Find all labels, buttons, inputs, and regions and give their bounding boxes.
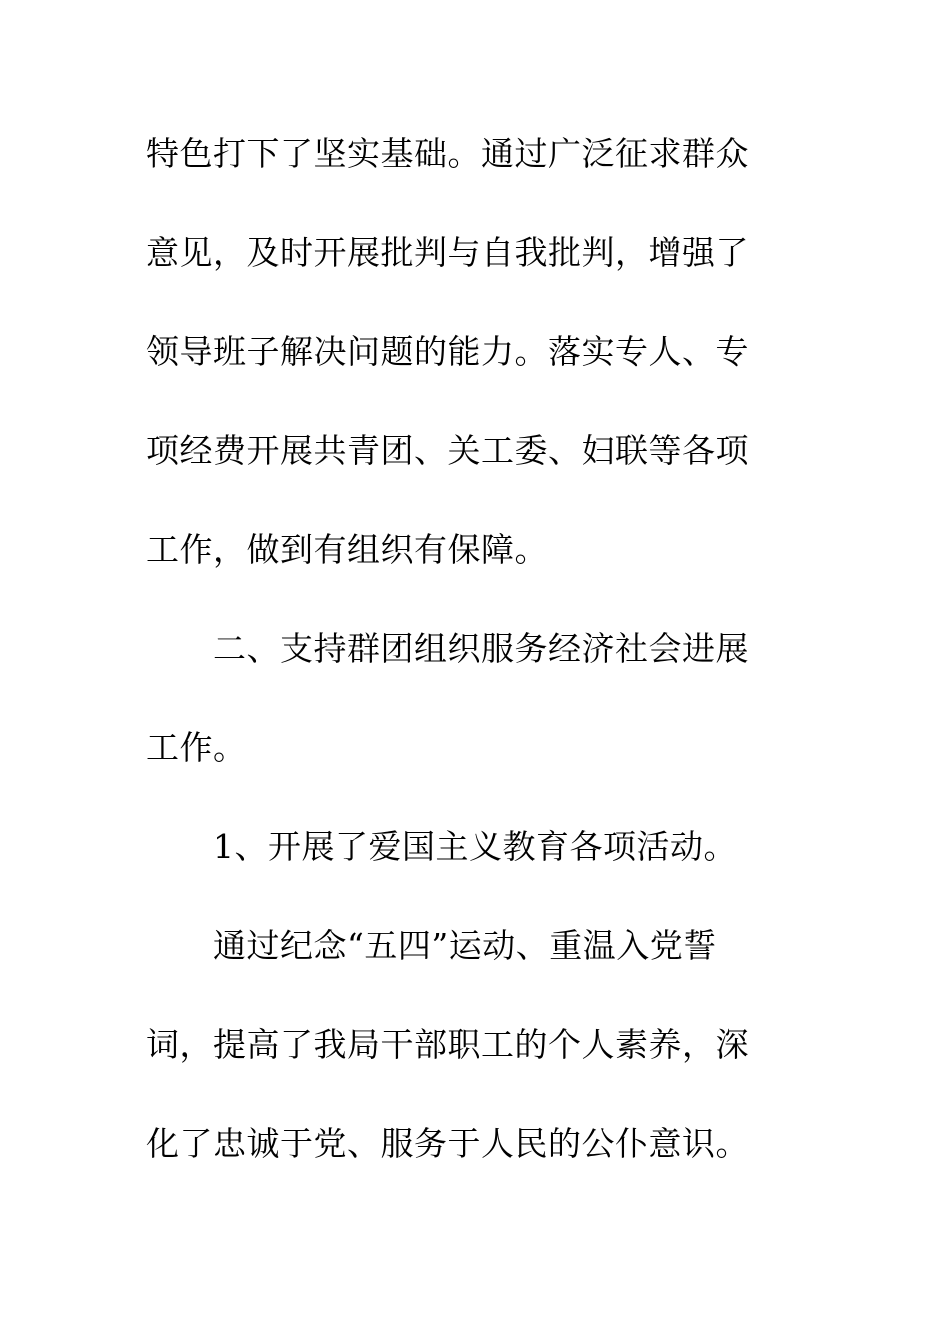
section-heading: 二、支持群团组织服务经济社会进展 — [213, 629, 749, 668]
section-heading-continuation: 工作。 — [146, 728, 247, 767]
text-line: 化了忠诚于党、服务于人民的公仆意识。 — [146, 1124, 749, 1163]
paragraph-start: 通过纪念“五四”运动、重温入党誓 — [213, 926, 717, 965]
text-line: 特色打下了坚实基础。通过广泛征求群众 — [146, 134, 749, 173]
subsection-heading: 1、开展了爱国主义教育各项活动。 — [213, 827, 737, 866]
document-body — [146, 124, 786, 1213]
text-line: 项经费开展共青团、关工委、妇联等各项 — [146, 431, 749, 470]
text-line: 领导班子解决问题的能力。落实专人、专 — [146, 332, 749, 371]
text-line: 意见，及时开展批判与自我批判，增强了 — [146, 233, 749, 272]
text-line: 工作，做到有组织有保障。 — [146, 530, 548, 569]
text-line: 词，提高了我局干部职工的个人素养，深 — [146, 1025, 749, 1064]
